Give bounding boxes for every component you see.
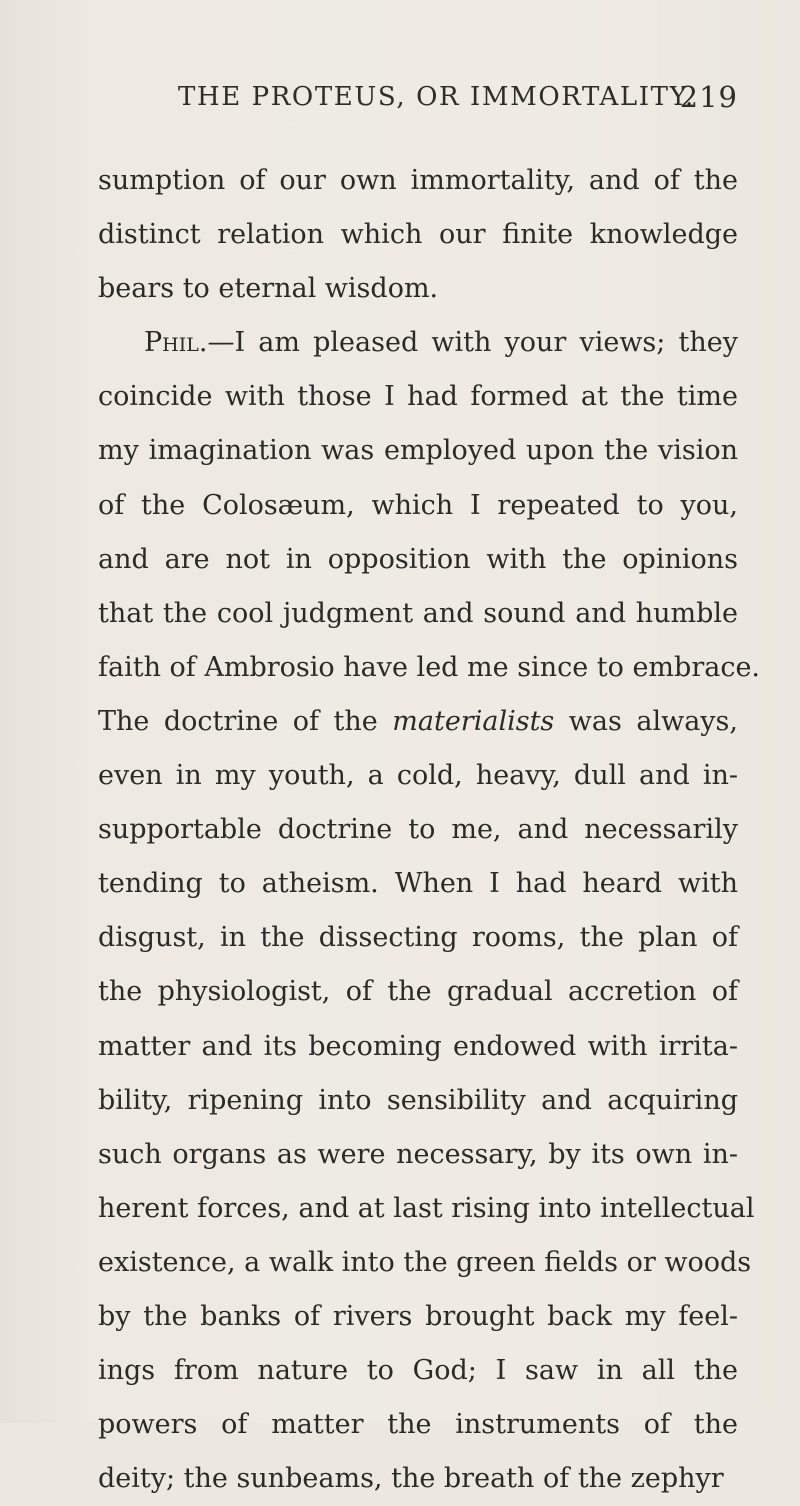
text-line: by the banks of rivers brought back my feel- (98, 1300, 738, 1332)
body-text (98, 154, 761, 1506)
text-line-speaker (98, 316, 738, 370)
text-line: distinct relation which our finite knowledge (98, 219, 738, 251)
text-line-with-italic (98, 695, 738, 749)
text-line: even in my youth, a cold, heavy, dull and in- (98, 760, 738, 792)
text-line: that the cool judgment and sound and humble (98, 597, 738, 629)
text-line: disgust, in the dissecting rooms, the plan of (98, 922, 738, 954)
speaker-name: Phil. (144, 327, 208, 359)
text-line: existence, a walk into the green fields or woods (98, 1246, 752, 1278)
text-line: bility, ripening into sensibility and acquiring (98, 1084, 738, 1116)
text-line: ings from nature to God; I saw in all the (98, 1355, 738, 1387)
text-line: bears to eternal wisdom. (98, 273, 439, 305)
running-title: THE PROTEUS, OR IMMORTALITY. (178, 82, 695, 112)
text-line: matter and its becoming endowed with irrita- (98, 1030, 738, 1062)
text-line: and are not in opposition with the opinions (98, 543, 738, 575)
italic-term: materialists (392, 705, 555, 737)
speech-start: —I am pleased with your views; they (207, 327, 738, 359)
text-line: tending to atheism. When I had heard with (98, 868, 738, 900)
text-line: powers of matter the instruments of the (98, 1409, 738, 1441)
running-head (178, 82, 738, 122)
line-segment: was always, (554, 705, 738, 737)
text-line: faith of Ambrosio have led me since to embrace. (98, 651, 761, 683)
text-line: deity; the sunbeams, the breath of the zephyr (98, 1463, 724, 1495)
line-segment: The doctrine of the (98, 705, 393, 737)
page-number: 219 (679, 80, 738, 114)
text-line: my imagination was employed upon the vision (98, 435, 738, 467)
text-line: herent forces, and at last rising into intellectual (98, 1192, 755, 1224)
text-line: sumption of our own immortality, and of the (98, 165, 738, 196)
text-line: such organs as were necessary, by its own in- (98, 1138, 738, 1170)
text-line: supportable doctrine to me, and necessarily (98, 814, 738, 846)
text-line: of the Colosæum, which I repeated to you, (98, 489, 738, 521)
text-line: coincide with those I had formed at the time (98, 381, 738, 413)
text-line: the physiologist, of the gradual accretion of (98, 976, 738, 1008)
